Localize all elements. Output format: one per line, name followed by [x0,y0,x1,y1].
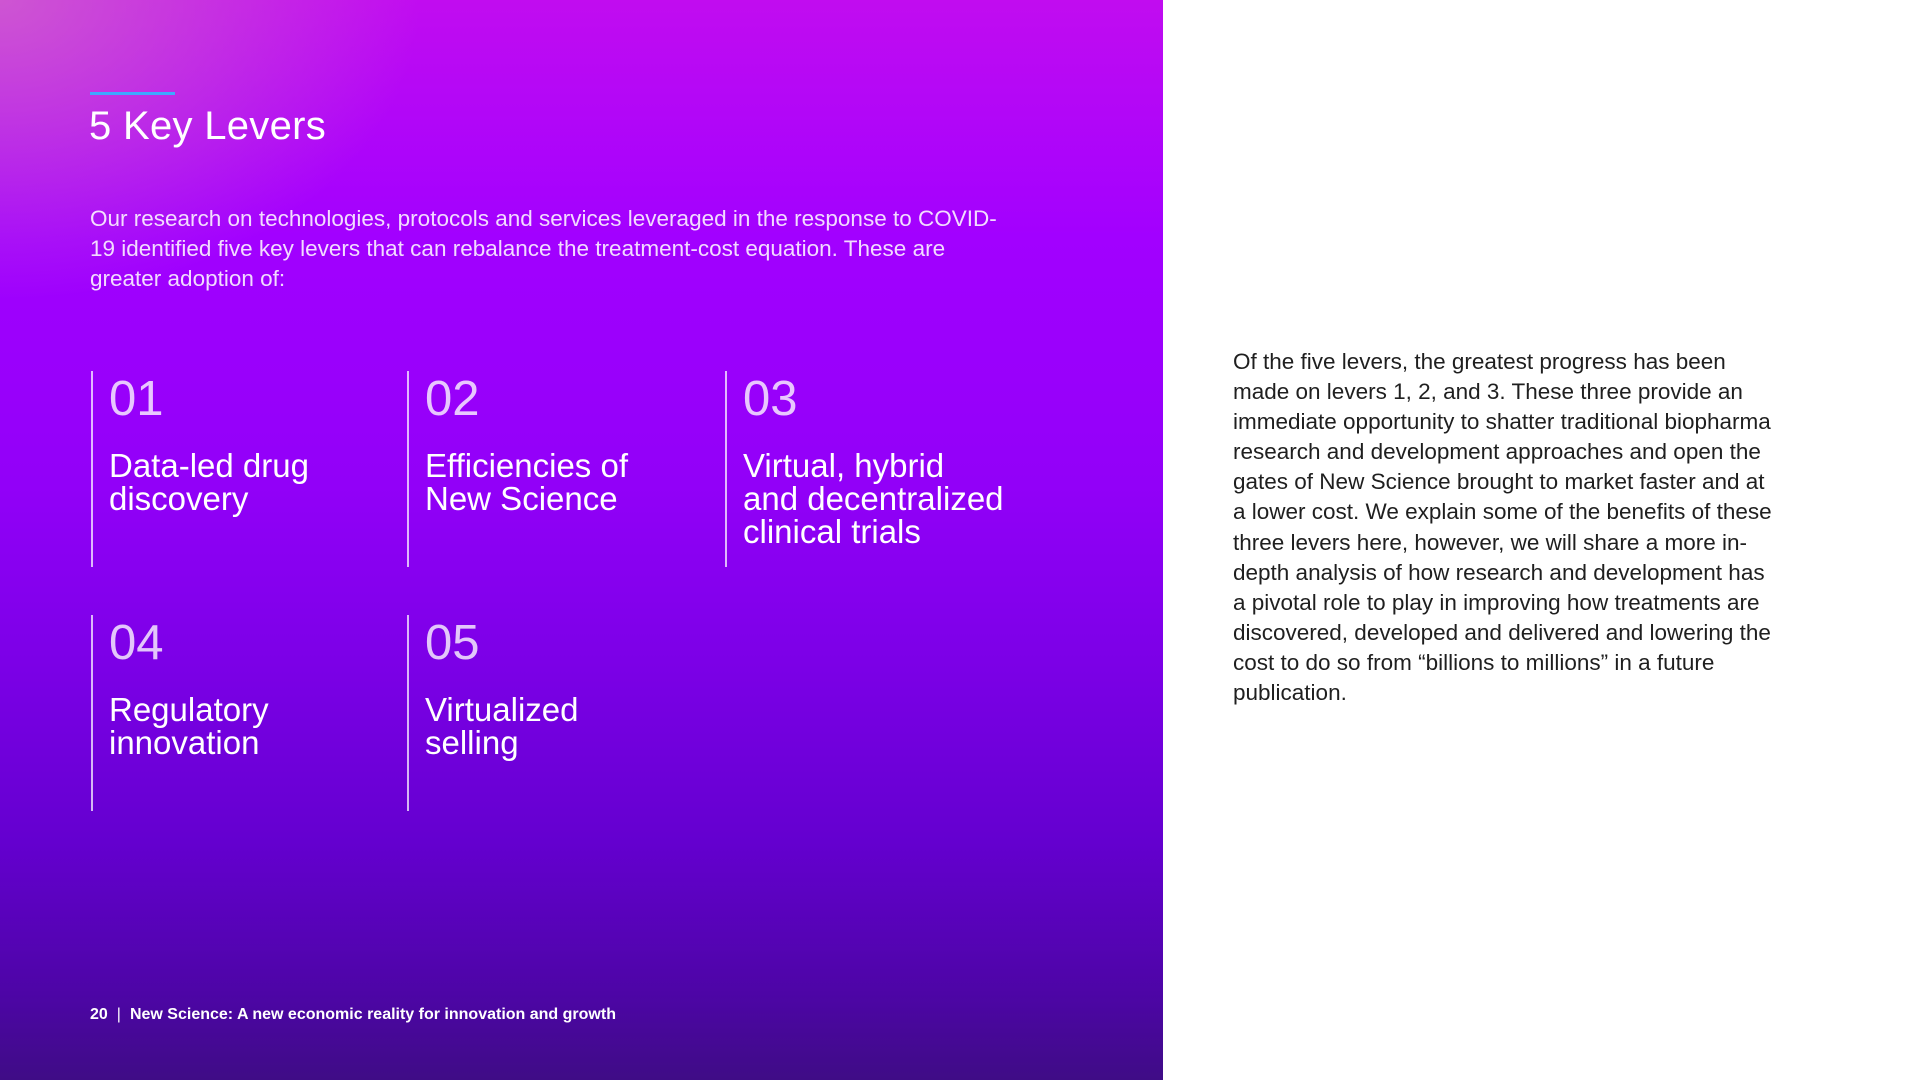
title-accent-line [90,92,175,95]
lever-label: Virtual, hybrid and decentralized clinical trials [743,447,1004,550]
page-title: 5 Key Levers [89,104,327,148]
lever-label: Virtualized selling [425,691,579,761]
lever-card-03 [725,371,1045,567]
lever-label: Data-led drug discovery [109,447,309,517]
publication-title: New Science: A new economic reality for innovation and growth [129,1006,616,1023]
lever-card-01 [91,371,391,567]
lever-number: 05 [425,616,480,670]
lever-number: 03 [743,372,798,426]
lever-label: Efficiencies of New Science [425,447,628,517]
side-paragraph: Of the five levers, the greatest progress has been made on levers 1, 2, and 3. These three provide an immediate opportunity to shatter traditional biopharma research and development approaches and open the gates of New Science brought to market faster and at a lower cost. We explain some of the benefits of these three levers here, however, we will share a more in-depth analysis of how research and development has a pivotal role to play in improving how treatments are discovered, developed and delivered and lowering the cost to do so from “billions to millions” in a future publication. [1233,349,1772,706]
lever-card-02 [407,371,707,567]
lever-label: Regulatory innovation [109,691,269,761]
page-number: 20 [90,1006,108,1023]
lever-card-04 [91,615,391,811]
lever-number: 02 [425,372,480,426]
intro-paragraph: Our research on technologies, protocols and services leveraged in the response to COVID-19 identified five key levers that can rebalance the treatment-cost equation. These are greater adoption of: [90,206,997,291]
page-footer [90,1006,616,1024]
footer-separator: | [116,1006,121,1023]
lever-number: 01 [109,372,164,426]
lever-card-05 [407,615,707,811]
lever-number: 04 [109,616,164,670]
